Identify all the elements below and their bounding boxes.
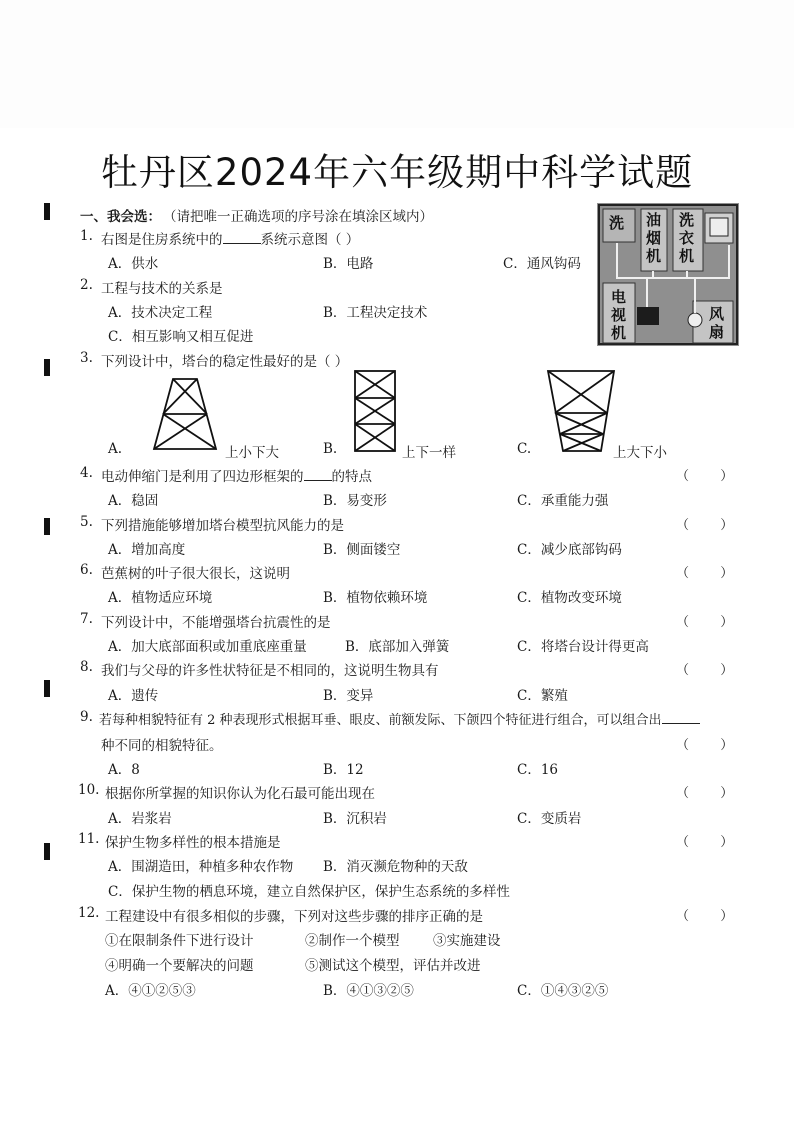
tower-narrow-base-drawing <box>545 368 617 454</box>
question-text: 下列设计中，不能增强塔台抗震性的是 <box>101 615 331 631</box>
option-b[interactable]: B．工程决定技术 <box>323 305 428 321</box>
option-b[interactable]: B．变异 <box>323 688 374 704</box>
option-c[interactable]: C．将塔台设计得更高 <box>517 639 649 655</box>
option-a[interactable]: A．稳固 <box>108 493 159 509</box>
question-text: 芭蕉树的叶子很大很长，这说明 <box>101 566 290 582</box>
figure-label: 衣 <box>679 229 695 247</box>
question-text: 保护生物多样性的根本措施是 <box>105 835 281 851</box>
option-b[interactable]: B. <box>323 441 338 457</box>
step-1: ①在限制条件下进行设计 <box>105 933 254 949</box>
question-text: 若每种相貌特征有 2 种表现形式根据耳垂、眼皮、前额发际、下颌四个特征进行组合，可以组合出 <box>99 709 700 728</box>
figure-label: 机 <box>611 324 627 342</box>
figure-label: 视 <box>611 306 627 324</box>
figure-label: 洗 <box>679 211 695 229</box>
answer-paren[interactable]: （ ） <box>676 909 734 924</box>
tower-wide-base-drawing <box>150 376 220 452</box>
figure-label: 风 <box>709 305 725 323</box>
option-a[interactable]: A．植物适应环境 <box>108 590 213 606</box>
page-title: 牡丹区2024年六年级期中科学试题 <box>100 151 694 194</box>
answer-paren[interactable]: （ ） <box>676 835 734 850</box>
option-c[interactable]: C．植物改变环境 <box>517 590 622 606</box>
question-number: 6. <box>80 562 93 578</box>
option-b[interactable]: B．消灭濒危物种的天敌 <box>323 859 468 875</box>
section-label: 一、我会选： <box>80 209 161 225</box>
paper-top-margin <box>0 0 794 128</box>
answer-paren[interactable]: （ ） <box>676 469 734 484</box>
scan-mark <box>44 843 50 860</box>
section-instruction: （请把唯一正确选项的序号涂在填涂区域内） <box>163 209 433 225</box>
option-a[interactable]: A．遗传 <box>108 688 159 704</box>
step-2: ②制作一个模型 <box>305 933 400 949</box>
household-system-figure <box>597 203 739 346</box>
scan-mark <box>44 203 50 220</box>
answer-paren[interactable]: （ ） <box>676 663 734 678</box>
tower-caption: 上大下小 <box>613 445 667 461</box>
scan-mark <box>44 680 50 697</box>
question-number: 12. <box>78 905 100 921</box>
question-number: 10. <box>78 782 100 798</box>
option-b[interactable]: B．电路 <box>323 256 374 272</box>
scan-mark <box>44 359 50 376</box>
option-c[interactable]: C. <box>517 441 532 457</box>
tower-caption: 上下一样 <box>402 445 456 461</box>
option-a[interactable]: A．增加高度 <box>108 542 186 558</box>
question-text: 下列设计中，塔台的稳定性最好的是（ ） <box>101 354 349 370</box>
question-number: 4. <box>80 465 93 481</box>
option-c[interactable]: C．繁殖 <box>517 688 568 704</box>
question-number: 2. <box>80 277 93 293</box>
figure-label: 油 <box>646 211 662 229</box>
option-c[interactable]: C．减少底部钩码 <box>517 542 622 558</box>
answer-paren[interactable]: （ ） <box>676 738 734 753</box>
figure-label: 机 <box>646 247 662 265</box>
figure-label: 机 <box>679 247 695 265</box>
question-text: 工程建设中有很多相似的步骤，下列对这些步骤的排序正确的是 <box>105 909 483 925</box>
option-a[interactable]: A．技术决定工程 <box>108 305 213 321</box>
option-c[interactable]: C．通风钩码 <box>503 256 581 272</box>
option-a[interactable]: A．加大底部面积或加重底座重量 <box>108 639 307 655</box>
question-text: 右图是住房系统中的 系统示意图（ ） <box>101 232 360 248</box>
option-a[interactable]: A．④①②⑤③ <box>105 983 196 999</box>
option-a[interactable]: A．围湖造田，种植多种农作物 <box>108 859 294 875</box>
question-number: 9. <box>80 709 93 725</box>
question-text: 我们与父母的许多性状特征是不相同的，这说明生物具有 <box>101 663 439 679</box>
option-b[interactable]: B．侧面镂空 <box>323 542 401 558</box>
answer-paren[interactable]: （ ） <box>676 786 734 801</box>
question-text-cont: 种不同的相貌特征。 <box>101 738 223 754</box>
option-a[interactable]: A．8 <box>108 762 140 778</box>
figure-label: 电 <box>611 288 627 306</box>
option-c[interactable]: C．变质岩 <box>517 811 582 827</box>
step-3: ③实施建设 <box>433 933 501 949</box>
option-c[interactable]: C．16 <box>517 762 559 778</box>
question-text: 电动伸缩门是利用了四边形框架的 的特点 <box>101 469 372 485</box>
option-c[interactable]: C．相互影响又相互促进 <box>108 329 254 345</box>
scan-mark <box>44 518 50 535</box>
option-b[interactable]: B．植物依赖环境 <box>323 590 428 606</box>
option-a[interactable]: A．岩浆岩 <box>108 811 172 827</box>
answer-paren[interactable]: （ ） <box>676 518 734 533</box>
tower-straight-drawing <box>352 368 398 454</box>
question-number: 7. <box>80 611 93 627</box>
option-a[interactable]: A．供水 <box>108 256 159 272</box>
answer-paren[interactable]: （ ） <box>676 615 734 630</box>
option-a[interactable]: A. <box>108 441 123 457</box>
option-c[interactable]: C．承重能力强 <box>517 493 609 509</box>
question-number: 5. <box>80 514 93 530</box>
question-text: 根据你所掌握的知识你认为化石最可能出现在 <box>105 786 375 802</box>
tower-caption: 上小下大 <box>225 445 279 461</box>
question-number: 1. <box>80 228 93 244</box>
figure-label: 洗 <box>609 214 625 232</box>
question-number: 3. <box>80 350 93 366</box>
answer-paren[interactable]: （ ） <box>676 566 734 581</box>
figure-label: 扇 <box>709 323 725 341</box>
option-b[interactable]: B．沉积岩 <box>323 811 387 827</box>
option-c[interactable]: C．保护生物的栖息环境，建立自然保护区，保护生态系统的多样性 <box>108 884 510 900</box>
option-b[interactable]: B．易变形 <box>323 493 387 509</box>
question-text: 工程与技术的关系是 <box>101 281 223 297</box>
question-number: 11. <box>78 831 100 847</box>
step-5: ⑤测试这个模型，评估并改进 <box>305 958 481 974</box>
question-text: 下列措施能够增加塔台模型抗风能力的是 <box>101 518 344 534</box>
figure-label: 烟 <box>646 229 662 247</box>
option-b[interactable]: B．底部加入弹簧 <box>345 639 450 655</box>
question-number: 8. <box>80 659 93 675</box>
option-c[interactable]: C．①④③②⑤ <box>517 983 609 999</box>
option-b[interactable]: B．12 <box>323 762 364 778</box>
step-4: ④明确一个要解决的问题 <box>105 958 254 974</box>
option-b[interactable]: B．④①③②⑤ <box>323 983 414 999</box>
